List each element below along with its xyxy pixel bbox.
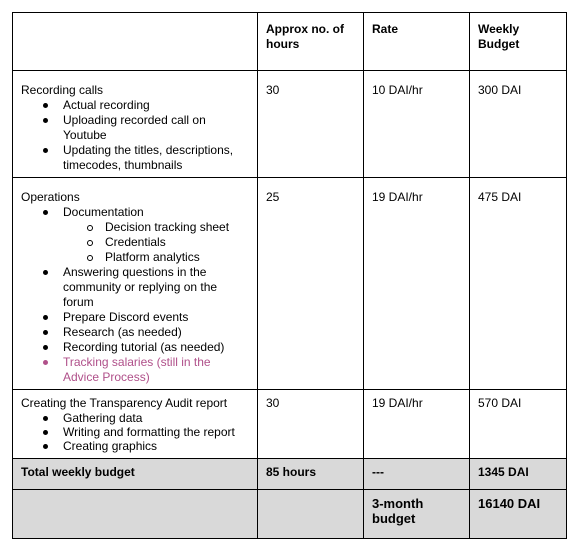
header-rate: Rate — [364, 13, 470, 71]
task-list — [21, 98, 249, 173]
budget-cell: 300 DAI — [470, 71, 567, 178]
list-item: Uploading recorded call on Youtube — [21, 113, 249, 143]
three-month-row — [13, 490, 567, 539]
header-row — [13, 13, 567, 71]
task-title: Recording calls — [21, 83, 104, 97]
sub-list-item: Decision tracking sheet — [21, 220, 249, 235]
list-item: Gathering data — [21, 411, 249, 425]
budget-cell: 475 DAI — [470, 178, 567, 390]
hours-cell: 30 — [258, 71, 364, 178]
hours-cell: 30 — [258, 390, 364, 459]
list-item: Answering questions in the community or replying on the forum — [21, 265, 249, 310]
task-cell — [13, 390, 258, 459]
list-item: Recording tutorial (as needed) — [21, 340, 249, 355]
budget-cell: 570 DAI — [470, 390, 567, 459]
list-item: Prepare Discord events — [21, 310, 249, 325]
table-row — [13, 71, 567, 178]
task-title: Creating the Transparency Audit report — [21, 396, 228, 410]
list-item: Actual recording — [21, 98, 249, 113]
header-task — [13, 13, 258, 71]
task-cell — [13, 178, 258, 390]
grand-hours — [258, 490, 364, 539]
list-item: Updating the titles, descriptions, timecodes, thumbnails — [21, 143, 249, 173]
list-item: Research (as needed) — [21, 325, 249, 340]
total-row — [13, 459, 567, 490]
total-hours: 85 hours — [258, 459, 364, 490]
grand-label — [13, 490, 258, 539]
table-row — [13, 390, 567, 459]
list-item: Documentation — [21, 205, 249, 220]
sub-list-item: Platform analytics — [21, 250, 249, 265]
task-list — [21, 411, 249, 453]
total-rate: --- — [364, 459, 470, 490]
sub-list-item: Credentials — [21, 235, 249, 250]
rate-cell: 19 DAI/hr — [364, 390, 470, 459]
list-item: Creating graphics — [21, 439, 249, 453]
budget-table — [12, 12, 567, 539]
task-title: Operations — [21, 190, 80, 204]
table-row — [13, 178, 567, 390]
header-weekly-budget: Weekly Budget — [470, 13, 567, 71]
three-month-label: 3-month budget — [364, 490, 470, 539]
total-budget: 1345 DAI — [470, 459, 567, 490]
rate-cell: 19 DAI/hr — [364, 178, 470, 390]
total-label: Total weekly budget — [13, 459, 258, 490]
hours-cell: 25 — [258, 178, 364, 390]
task-list — [21, 205, 249, 385]
header-hours: Approx no. of hours — [258, 13, 364, 71]
list-item-highlighted: Tracking salaries (still in the Advice Process) — [21, 355, 249, 385]
three-month-budget: 16140 DAI — [470, 490, 567, 539]
list-item: Writing and formatting the report — [21, 425, 249, 439]
rate-cell: 10 DAI/hr — [364, 71, 470, 178]
task-cell — [13, 71, 258, 178]
